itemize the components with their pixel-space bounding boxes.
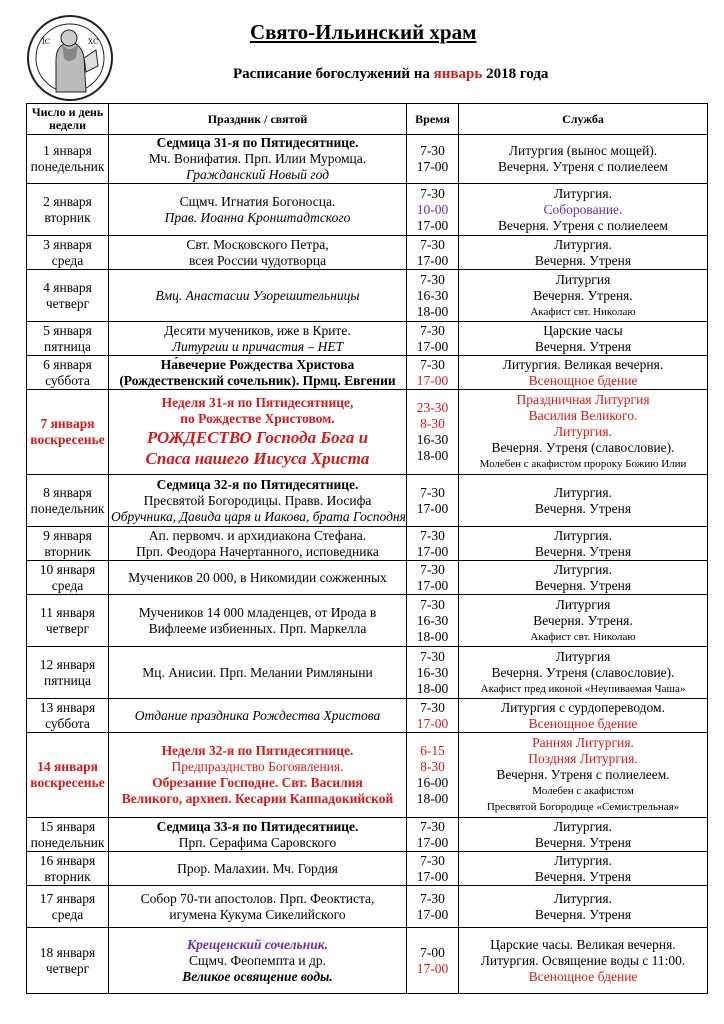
time-line: 18-00 bbox=[416, 628, 449, 644]
feast-line: Великого, архиеп. Кесарии Каппадокийской bbox=[121, 791, 394, 806]
service-cell bbox=[459, 135, 708, 184]
service-line: Литургия. bbox=[554, 424, 612, 439]
subtitle-prefix: Расписание богослужений на bbox=[233, 66, 430, 82]
time-cell bbox=[407, 647, 459, 699]
time-line: 17-00 bbox=[416, 577, 449, 593]
time-line: 17-00 bbox=[416, 543, 449, 559]
service-cell bbox=[459, 561, 708, 595]
service-cell bbox=[459, 928, 708, 994]
service-line: Всенощное бдение bbox=[528, 968, 638, 984]
time-cell bbox=[407, 135, 459, 184]
feast-cell bbox=[109, 236, 407, 270]
feast-line: Прор. Малахии. Мч. Гордия bbox=[177, 860, 338, 876]
feast-line: Предпразднство Богоявления. bbox=[171, 759, 344, 774]
table-row bbox=[27, 356, 708, 390]
date-cell bbox=[27, 886, 109, 928]
service-line: Акафист свт. Николаю bbox=[530, 305, 636, 318]
feast-line: Мучеников 20 000, в Никомидии сожженных bbox=[128, 569, 387, 585]
table-row bbox=[27, 475, 708, 527]
time-line: 7-30 bbox=[420, 236, 445, 252]
time-line: 23-30 bbox=[416, 400, 449, 415]
time-cell bbox=[407, 595, 459, 647]
weekday-text: пятница bbox=[44, 338, 91, 354]
feast-cell bbox=[109, 475, 407, 527]
weekday-text: среда bbox=[51, 906, 84, 922]
feast-cell bbox=[109, 390, 407, 475]
table-row bbox=[27, 322, 708, 356]
date-cell bbox=[27, 356, 109, 390]
table-row bbox=[27, 647, 708, 699]
feast-line: Отдание праздника Рождества Христова bbox=[134, 707, 381, 723]
time-line: 18-00 bbox=[416, 791, 449, 806]
page-title: Свято-Ильинский храм bbox=[250, 20, 477, 44]
time-cell bbox=[407, 733, 459, 818]
time-line: 16-30 bbox=[416, 287, 449, 303]
date-cell bbox=[27, 699, 109, 733]
date-text: 17 января bbox=[39, 890, 96, 906]
service-line: Соборование. bbox=[543, 201, 623, 217]
table-row bbox=[27, 928, 708, 994]
time-line: 17-00 bbox=[416, 715, 449, 731]
time-line: 17-00 bbox=[416, 500, 449, 516]
time-line: 7-30 bbox=[420, 818, 445, 834]
weekday-text: среда bbox=[51, 577, 84, 593]
date-cell bbox=[27, 818, 109, 852]
time-line: 18-00 bbox=[416, 448, 449, 463]
weekday-text: суббота bbox=[45, 372, 90, 388]
feast-line: Неделя 32-я по Пятидесятнице. bbox=[161, 743, 354, 758]
table-header-row bbox=[27, 104, 708, 135]
weekday-text: воскресенье bbox=[30, 432, 105, 447]
service-cell bbox=[459, 699, 708, 733]
service-cell bbox=[459, 270, 708, 322]
time-line: 7-30 bbox=[420, 356, 445, 372]
feast-line: Обрезание Господне. Свт. Василия bbox=[152, 775, 363, 790]
time-cell bbox=[407, 928, 459, 994]
date-text: 12 января bbox=[39, 656, 96, 672]
time-cell bbox=[407, 475, 459, 527]
time-line: 17-00 bbox=[416, 338, 449, 354]
service-line: Вечерня. Утреня bbox=[534, 252, 632, 268]
feast-line: Прп. Серафима Саровского bbox=[178, 834, 337, 850]
feast-line: Великое освящение воды. bbox=[182, 968, 333, 984]
date-cell bbox=[27, 595, 109, 647]
weekday-text: вторник bbox=[44, 543, 91, 559]
service-cell bbox=[459, 852, 708, 886]
service-cell bbox=[459, 356, 708, 390]
feast-line: Седмица 32-я по Пятидесятнице. bbox=[156, 476, 359, 492]
date-cell bbox=[27, 135, 109, 184]
time-cell bbox=[407, 270, 459, 322]
weekday-text: четверг bbox=[45, 620, 90, 636]
service-line: Литургия bbox=[555, 271, 611, 287]
time-line: 17-00 bbox=[416, 906, 449, 922]
service-line: Вечерня. Утреня bbox=[534, 543, 632, 559]
table-row bbox=[27, 527, 708, 561]
time-cell bbox=[407, 527, 459, 561]
date-text: 2 января bbox=[43, 193, 92, 209]
feast-line: Крещенский сочельник. bbox=[187, 936, 328, 952]
time-line: 16-30 bbox=[416, 612, 449, 628]
feast-cell bbox=[109, 184, 407, 236]
service-line: Вечерня. Утреня с полиелеем. bbox=[496, 767, 670, 782]
date-text: 13 января bbox=[39, 699, 96, 715]
feast-cell bbox=[109, 818, 407, 852]
feast-line: игумена Кукума Сикелийского bbox=[169, 906, 346, 922]
weekday-text: пятница bbox=[44, 672, 91, 688]
time-line: 7-30 bbox=[420, 527, 445, 543]
service-cell bbox=[459, 886, 708, 928]
feast-cell bbox=[109, 647, 407, 699]
feast-line: Спаса нашего Иисуса Христа bbox=[145, 449, 370, 468]
feast-line: Сщмч. Игнатия Богоносца. bbox=[179, 193, 336, 209]
date-text: 7 января bbox=[40, 416, 95, 431]
feast-line: Вифлееме избиенных. Прп. Маркелла bbox=[148, 620, 367, 636]
time-line: 7-30 bbox=[420, 143, 445, 158]
time-line: 17-00 bbox=[416, 159, 449, 174]
time-line: 16-30 bbox=[416, 432, 449, 447]
service-line: Поздняя Литургия. bbox=[528, 751, 638, 766]
feast-line: Десяти мучеников, иже в Крите. bbox=[164, 322, 351, 338]
logo-letters-left: ЇС bbox=[42, 38, 51, 46]
date-cell bbox=[27, 733, 109, 818]
header-feast: Праздник / святой bbox=[109, 104, 407, 135]
date-text: 14 января bbox=[37, 759, 98, 774]
service-line: Царские часы. Великая вечерня. bbox=[490, 936, 676, 952]
time-line: 7-30 bbox=[420, 271, 445, 287]
service-line: Литургия. Великая вечерня. bbox=[502, 356, 664, 372]
weekday-text: воскресенье bbox=[30, 775, 105, 790]
feast-line: Мц. Анисии. Прп. Мелании Римляныни bbox=[142, 664, 373, 680]
feast-cell bbox=[109, 270, 407, 322]
feast-cell bbox=[109, 733, 407, 818]
service-line: Пресвятой Богородице «Семистрельная» bbox=[486, 801, 680, 813]
time-line: 17-00 bbox=[416, 217, 449, 233]
time-line: 7-30 bbox=[420, 852, 445, 868]
service-line: Литургия. bbox=[554, 818, 612, 834]
time-line: 7-30 bbox=[420, 561, 445, 577]
date-cell bbox=[27, 561, 109, 595]
header-service: Служба bbox=[459, 104, 708, 135]
service-line: Вечерня. Утреня (славословие). bbox=[491, 664, 675, 680]
table-row bbox=[27, 852, 708, 886]
service-cell bbox=[459, 475, 708, 527]
service-cell bbox=[459, 733, 708, 818]
time-line: 6-15 bbox=[420, 743, 445, 758]
weekday-text: вторник bbox=[44, 868, 91, 884]
date-cell bbox=[27, 184, 109, 236]
header-date: Число и день недели bbox=[27, 104, 109, 135]
time-line: 18-00 bbox=[416, 680, 449, 696]
service-line: Литургия bbox=[555, 596, 611, 612]
service-line: Литургия bbox=[555, 648, 611, 664]
date-text: 16 января bbox=[39, 852, 96, 868]
service-line: Вечерня. Утреня bbox=[534, 500, 632, 516]
service-line: Василия Великого. bbox=[528, 408, 638, 423]
time-line: 17-00 bbox=[416, 834, 449, 850]
date-text: 4 января bbox=[43, 279, 92, 295]
service-line: Литургия. bbox=[554, 236, 612, 252]
date-text: 6 января bbox=[43, 356, 92, 372]
date-text: 8 января bbox=[43, 484, 92, 500]
table-row bbox=[27, 886, 708, 928]
feast-cell bbox=[109, 886, 407, 928]
page-subtitle bbox=[233, 66, 548, 83]
date-cell bbox=[27, 527, 109, 561]
time-line: 8-30 bbox=[420, 759, 445, 774]
feast-line: Мч. Вонифатия. Прп. Илии Муромца. bbox=[148, 151, 367, 166]
table-row bbox=[27, 184, 708, 236]
date-text: 15 января bbox=[39, 818, 96, 834]
feast-line: Обручника, Давида царя и Иакова, брата Господня bbox=[111, 508, 406, 524]
feast-cell bbox=[109, 561, 407, 595]
service-line: Акафист свт. Николаю bbox=[530, 630, 636, 643]
service-line: Вечерня. Утреня с полиелеем bbox=[498, 159, 668, 174]
date-text: 10 января bbox=[39, 561, 96, 577]
date-cell bbox=[27, 236, 109, 270]
feast-line: Ап. первомч. и архидиакона Стефана. bbox=[148, 527, 367, 543]
subtitle-month: январь bbox=[433, 66, 483, 82]
header-time: Время bbox=[407, 104, 459, 135]
weekday-text: четверг bbox=[45, 295, 90, 311]
feast-line: Мучеников 14 000 младенцев, от Ирода в bbox=[138, 604, 377, 620]
date-text: 1 января bbox=[43, 143, 92, 158]
feast-cell bbox=[109, 852, 407, 886]
service-cell bbox=[459, 818, 708, 852]
feast-line: Седмица 31-я по Пятидесятнице. bbox=[156, 135, 359, 150]
service-line: Литургия. bbox=[554, 185, 612, 201]
service-line: Литургия. bbox=[554, 561, 612, 577]
date-text: 5 января bbox=[43, 322, 92, 338]
time-line: 7-30 bbox=[420, 890, 445, 906]
service-line: Литургия. Освящение воды с 11:00. bbox=[480, 952, 686, 968]
feast-line: Седмица 33-я по Пятидесятнице. bbox=[156, 818, 359, 834]
service-line: Вечерня. Утреня (славословие). bbox=[491, 440, 675, 455]
time-cell bbox=[407, 561, 459, 595]
time-cell bbox=[407, 184, 459, 236]
time-cell bbox=[407, 852, 459, 886]
feast-cell bbox=[109, 928, 407, 994]
time-line: 17-00 bbox=[416, 868, 449, 884]
subtitle-suffix: 2018 года bbox=[486, 66, 549, 82]
weekday-text: четверг bbox=[45, 960, 90, 976]
time-cell bbox=[407, 322, 459, 356]
feast-line: (Рождественский сочельник). Прмц. Евгении bbox=[119, 372, 396, 388]
service-cell bbox=[459, 236, 708, 270]
feast-cell bbox=[109, 527, 407, 561]
service-line: Всенощное бдение bbox=[528, 715, 638, 731]
time-line: 8-30 bbox=[420, 416, 445, 431]
service-line: Вечерня. Утреня с полиелеем bbox=[498, 217, 668, 233]
service-line: Вечерня. Утреня. bbox=[533, 287, 633, 303]
feast-line: Неделя 31-я по Пятидесятнице, bbox=[161, 395, 354, 410]
service-line: Вечерня. Утреня. bbox=[533, 612, 633, 628]
service-cell bbox=[459, 527, 708, 561]
time-cell bbox=[407, 818, 459, 852]
weekday-text: понедельник bbox=[30, 500, 105, 516]
service-line: Литургия. bbox=[554, 484, 612, 500]
service-line: Праздничная Литургия bbox=[516, 392, 650, 407]
weekday-text: среда bbox=[51, 252, 84, 268]
time-cell bbox=[407, 886, 459, 928]
table-row bbox=[27, 236, 708, 270]
time-line: 7-30 bbox=[420, 648, 445, 664]
date-text: 11 января bbox=[40, 604, 95, 620]
feast-cell bbox=[109, 595, 407, 647]
time-cell bbox=[407, 699, 459, 733]
feast-line: Сщмч. Феопемпта и др. bbox=[189, 952, 326, 968]
table-row bbox=[27, 699, 708, 733]
feast-line: Прав. Иоанна Кронштадтского bbox=[164, 209, 351, 225]
time-line: 17-00 bbox=[416, 960, 449, 976]
service-line: Литургия. bbox=[554, 890, 612, 906]
feast-cell bbox=[109, 356, 407, 390]
table-row bbox=[27, 390, 708, 475]
service-cell bbox=[459, 184, 708, 236]
time-cell bbox=[407, 356, 459, 390]
table-row bbox=[27, 270, 708, 322]
weekday-text: понедельник bbox=[30, 834, 105, 850]
time-line: 17-00 bbox=[416, 252, 449, 268]
service-line: Вечерня. Утреня bbox=[534, 906, 632, 922]
table-row bbox=[27, 733, 708, 818]
feast-line: Собор 70-ти апостолов. Прп. Феоктиста, bbox=[140, 890, 375, 906]
service-cell bbox=[459, 647, 708, 699]
weekday-text: вторник bbox=[44, 209, 91, 225]
feast-line: Гражданский Новый год bbox=[185, 167, 330, 182]
logo-letters-right: ХС bbox=[88, 38, 99, 46]
weekday-text: суббота bbox=[45, 715, 90, 731]
service-cell bbox=[459, 595, 708, 647]
feast-cell bbox=[109, 322, 407, 356]
time-line: 16-30 bbox=[416, 664, 449, 680]
table-row bbox=[27, 595, 708, 647]
date-cell bbox=[27, 390, 109, 475]
table-row bbox=[27, 561, 708, 595]
feast-line: Прп. Феодора Начертанного, исповедника bbox=[136, 543, 379, 559]
service-line: Вечерня. Утреня bbox=[534, 868, 632, 884]
feast-line: РОЖДЕСТВО Господа Бога и bbox=[146, 428, 369, 447]
date-text: 9 января bbox=[43, 527, 92, 543]
feast-cell bbox=[109, 135, 407, 184]
service-line: Вечерня. Утреня bbox=[534, 577, 632, 593]
time-line: 10-00 bbox=[416, 201, 449, 217]
feast-line: Литургии и причастия – НЕТ bbox=[171, 338, 344, 354]
table-body bbox=[27, 135, 708, 994]
date-text: 18 января bbox=[39, 944, 96, 960]
date-text: 3 января bbox=[43, 236, 92, 252]
time-line: 7-30 bbox=[420, 699, 445, 715]
service-line: Литургия (вынос мощей). bbox=[508, 143, 658, 158]
service-line: Литургия. bbox=[554, 527, 612, 543]
time-line: 7-30 bbox=[420, 322, 445, 338]
feast-cell bbox=[109, 699, 407, 733]
table-row bbox=[27, 135, 708, 184]
service-line: Вечерня. Утреня bbox=[534, 834, 632, 850]
service-cell bbox=[459, 390, 708, 475]
weekday-text: понедельник bbox=[30, 159, 105, 174]
date-cell bbox=[27, 928, 109, 994]
date-cell bbox=[27, 647, 109, 699]
service-line: Всенощное бдение bbox=[528, 372, 638, 388]
feast-line: Вмц. Анастасии Узорешительницы bbox=[155, 287, 360, 303]
time-line: 18-00 bbox=[416, 303, 449, 319]
church-logo bbox=[26, 14, 114, 102]
time-line: 7-30 bbox=[420, 484, 445, 500]
time-cell bbox=[407, 390, 459, 475]
feast-line: по Рождестве Христовом. bbox=[180, 411, 335, 426]
feast-line: всея России чудотворца bbox=[188, 252, 327, 268]
service-line: Литургия. bbox=[554, 852, 612, 868]
time-line: 16-00 bbox=[416, 775, 449, 790]
service-line: Вечерня. Утреня bbox=[534, 338, 632, 354]
service-line: Молебен с акафистом пророку Божию Илии bbox=[479, 458, 687, 470]
date-cell bbox=[27, 270, 109, 322]
service-line: Молебен с акафистом bbox=[532, 785, 634, 797]
service-line: Ранняя Литургия. bbox=[532, 735, 634, 750]
table-row bbox=[27, 818, 708, 852]
date-cell bbox=[27, 475, 109, 527]
time-line: 17-00 bbox=[416, 372, 449, 388]
service-cell bbox=[459, 322, 708, 356]
time-line: 7-30 bbox=[420, 185, 445, 201]
feast-line: На́вечерие Рождества Христова bbox=[160, 356, 355, 372]
time-line: 7-00 bbox=[420, 944, 445, 960]
service-line: Акафист пред иконой «Неупиваемая Чаша» bbox=[480, 682, 686, 695]
schedule-table bbox=[26, 103, 708, 994]
service-line: Царские часы bbox=[543, 322, 623, 338]
service-line: Литургия с сурдопереводом. bbox=[501, 699, 665, 715]
time-cell bbox=[407, 236, 459, 270]
date-cell bbox=[27, 322, 109, 356]
feast-line: Пресвятой Богородицы. Правв. Иосифа bbox=[143, 492, 372, 508]
feast-line: Свт. Московского Петра, bbox=[186, 236, 329, 252]
time-line: 7-30 bbox=[420, 596, 445, 612]
date-cell bbox=[27, 852, 109, 886]
